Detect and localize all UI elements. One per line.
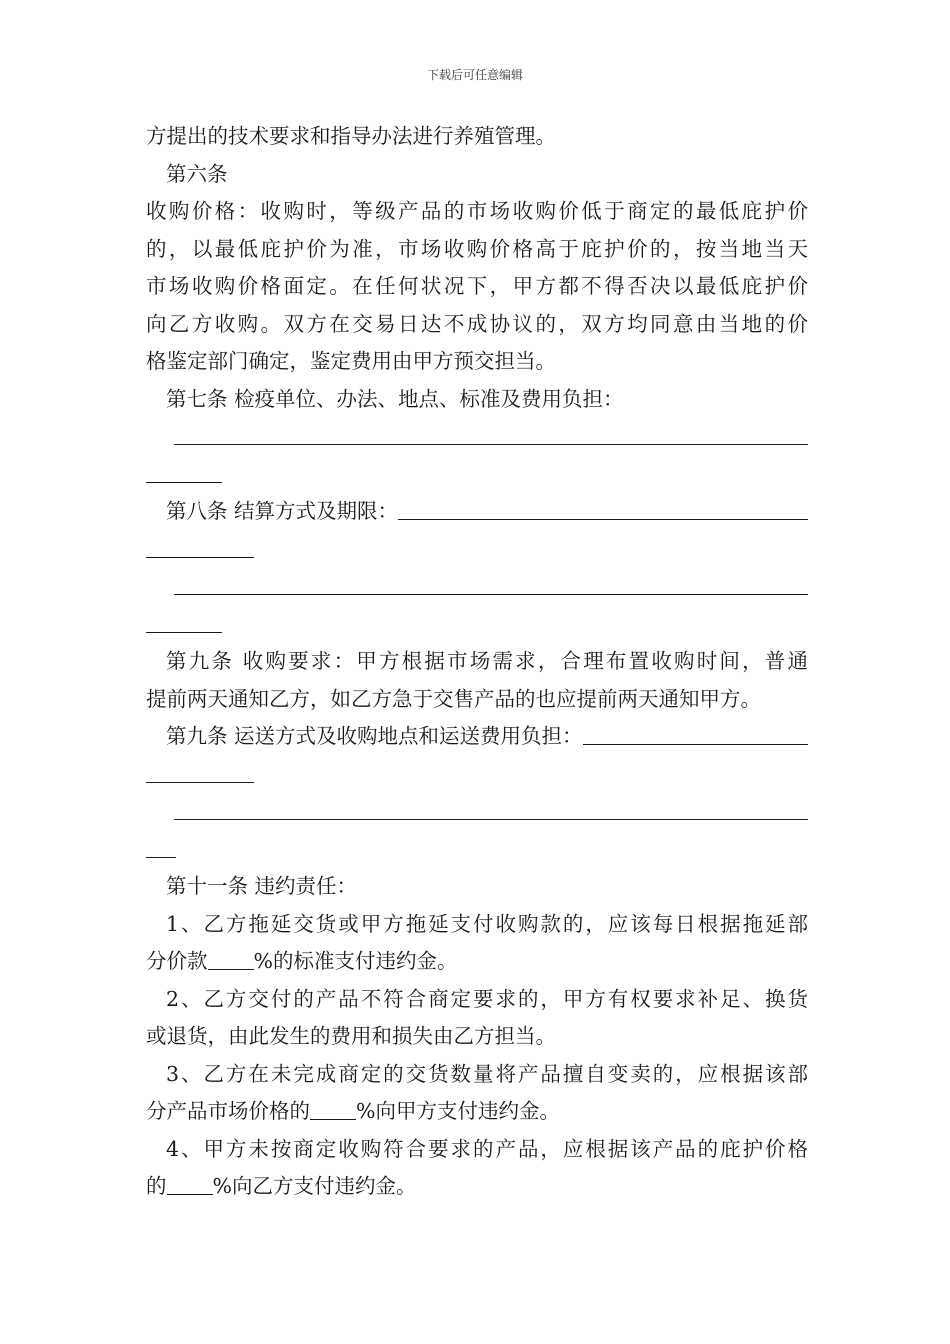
- text-line: 4、甲方未按商定收购符合要求的产品，应根据该产品的庇护价格: [166, 1136, 808, 1161]
- text-line: 的，以最低庇护价为准，市场收购价格高于庇护价的，按当地当天: [146, 236, 808, 261]
- text-line-with-blank: [146, 943, 808, 981]
- percent-blank: [208, 943, 254, 970]
- article-7-title: 第七条 检疫单位、办法、地点、标准及费用负担：: [166, 386, 624, 411]
- text-line: 市场收购价格面定。在任何状况下，甲方都不得否决以最低庇护价: [146, 274, 808, 298]
- page-header: 下载后可任意编辑: [426, 68, 523, 82]
- text-segment: %的标准支付违约金。: [253, 949, 458, 973]
- text-segment: %向乙方支付违约金。: [212, 1174, 417, 1198]
- article-8-row: [146, 493, 808, 531]
- text-line-with-blank: [146, 1093, 808, 1131]
- text-line: 3、乙方在未完成商定的交货数量将产品擅自变卖的，应根据该部: [166, 1061, 808, 1086]
- text-segment: %向甲方支付违约金。: [356, 1099, 560, 1123]
- text-line-with-blank: [146, 1168, 808, 1206]
- fill-in-blank: [583, 718, 808, 745]
- percent-blank: [310, 1093, 356, 1120]
- fill-in-blank: [146, 606, 222, 633]
- blank-line: [146, 756, 808, 794]
- fill-in-blank: [146, 531, 254, 558]
- article-transport-title: 第九条 运送方式及收购地点和运送费用负担：: [166, 724, 583, 748]
- text-segment: 分产品市场价格的: [146, 1099, 310, 1123]
- blank-line: [146, 456, 808, 494]
- fill-in-blank: [174, 793, 808, 820]
- article-transport-row: [146, 718, 808, 756]
- text-segment: 的: [146, 1174, 167, 1198]
- text-line: 收购价格：收购时，等级产品的市场收购价低于商定的最低庇护价: [146, 199, 808, 223]
- fill-in-blank: [398, 493, 808, 520]
- blank-line: [146, 568, 808, 606]
- text-segment: 分价款: [146, 949, 208, 973]
- text-line: 提前两天通知乙方，如乙方急于交售产品的也应提前两天通知甲方。: [146, 686, 761, 711]
- fill-in-blank: [174, 418, 808, 445]
- text-line: 1、乙方拖延交货或甲方拖延支付收购款的，应该每日根据拖延部: [166, 911, 808, 936]
- text-line: 或退货，由此发生的费用和损失由乙方担当。: [146, 1024, 556, 1048]
- blank-line: [146, 418, 808, 456]
- fill-in-blank: [174, 568, 808, 595]
- article-11-title: 第十一条 违约责任：: [166, 874, 358, 898]
- blank-line: [146, 793, 808, 831]
- fill-in-blank: [146, 756, 254, 783]
- text-line: 向乙方收购。双方在交易日达不成协议的，双方均同意由当地的价: [146, 311, 808, 336]
- text-line: 格鉴定部门确定，鉴定费用由甲方预交担当。: [146, 349, 556, 373]
- article-8-title: 第八条 结算方式及期限：: [166, 499, 399, 523]
- blank-line: [146, 531, 808, 569]
- text-line: 2、乙方交付的产品不符合商定要求的，甲方有权要求补足、换货: [166, 986, 808, 1011]
- text-line: 第九条 收购要求：甲方根据市场需求，合理布置收购时间，普通: [166, 649, 808, 673]
- contract-body: [146, 118, 808, 1206]
- fill-in-blank: [146, 831, 176, 858]
- text-line: 方提出的技术要求和指导办法进行养殖管理。: [146, 124, 556, 148]
- blank-line: [146, 606, 808, 644]
- article-6-title: 第六条: [166, 161, 228, 186]
- fill-in-blank: [146, 456, 222, 483]
- percent-blank: [167, 1168, 213, 1195]
- blank-line: [146, 831, 808, 869]
